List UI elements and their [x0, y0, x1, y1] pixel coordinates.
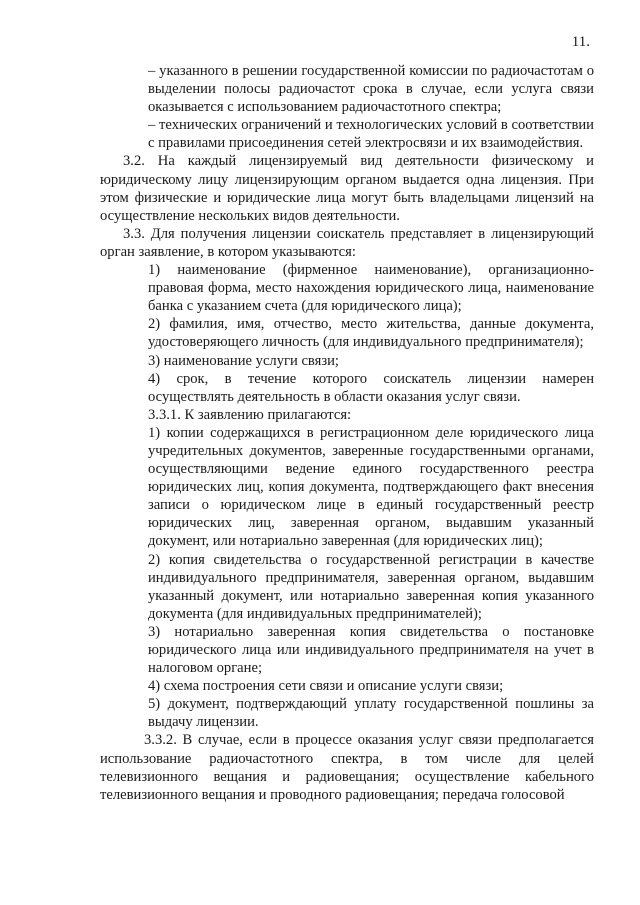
paragraph-3-3-1: 3.3.1. К заявлению прилагаются:: [148, 406, 352, 423]
paragraph-3-3: 3.3. Для получения лицензии соискатель представляет в лицензирующий орган заявление, в котором указываются:: [100, 225, 594, 260]
list-item-3-3-1-2: 2) копия свидетельства о государственной регистрации в качестве индивидуального предпринимателя, заверенная органом, выдавшим указанный документ, или нотариально заверенная копия указанного документа (для индивидуальных предпринимателей);: [148, 551, 594, 622]
paragraph-3-2: 3.2. На каждый лицензируемый вид деятельности физическому и юридическому лицу лицензирующим органом выдается одна лицензия. При этом физические и юридические лица могут быть владельцами лицензий на осуществление нескольких видов деятельности.: [100, 153, 594, 224]
list-item-3-3-1-1: 1) копии содержащихся в регистрационном деле юридического лица учредительных документов, заверенные государственными органами, осуществляющими ведение единого государственного реестра юридических лиц, копия документа, подтверждающего факт внесения записи о юридическом лице в единый государственный реестр юридических лиц, заверенная органом, выдавшим указанный документ, или нотариально заверенная (для юридических лиц);: [148, 424, 594, 550]
document-body: [100, 62, 594, 804]
paragraph-dash-2: – технических ограничений и технологических условий в соответствии с правилами присоединения сетей электросвязи и их взаимодействия.: [148, 117, 594, 152]
list-item-3-3-4: 4) срок, в течение которого соискатель лицензии намерен осуществлять деятельность в области оказания услуг связи.: [148, 370, 594, 405]
list-item-3-3-1-4: 4) схема построения сети связи и описание услуги связи;: [148, 678, 504, 695]
list-item-3-3-2: 2) фамилия, имя, отчество, место жительства, данные документа, удостоверяющего личность (для индивидуального предпринимателя);: [148, 316, 594, 351]
list-item-3-3-3: 3) наименование услуги связи;: [148, 352, 339, 369]
list-item-3-3-1: 1) наименование (фирменное наименование), организационно-правовая форма, место нахождения юридического лица, наименование банка с указанием счета (для юридического лица);: [148, 262, 594, 315]
list-item-3-3-1-3: 3) нотариально заверенная копия свидетельства о постановке юридического лица или индивидуального предпринимателя на учет в налоговом органе;: [148, 623, 594, 677]
list-item-3-3-1-5: 5) документ, подтверждающий уплату государственной пошлины за выдачу лицензии.: [148, 696, 594, 731]
paragraph-dash-1: – указанного в решении государственной комиссии по радиочастотам о выделении полосы радиочастот срока в случае, если услуга связи оказывается с использованием радиочастотного спектра;: [148, 63, 594, 116]
paragraph-3-3-2: 3.3.2. В случае, если в процессе оказания услуг связи предполагается использование радиочастотного спектра, в том числе для целей телевизионного вещания и радиовещания; осуществление кабельного телевизионного вещания и проводного радиовещания; передача голосовой: [100, 732, 594, 803]
page-number: 11.: [571, 34, 590, 50]
